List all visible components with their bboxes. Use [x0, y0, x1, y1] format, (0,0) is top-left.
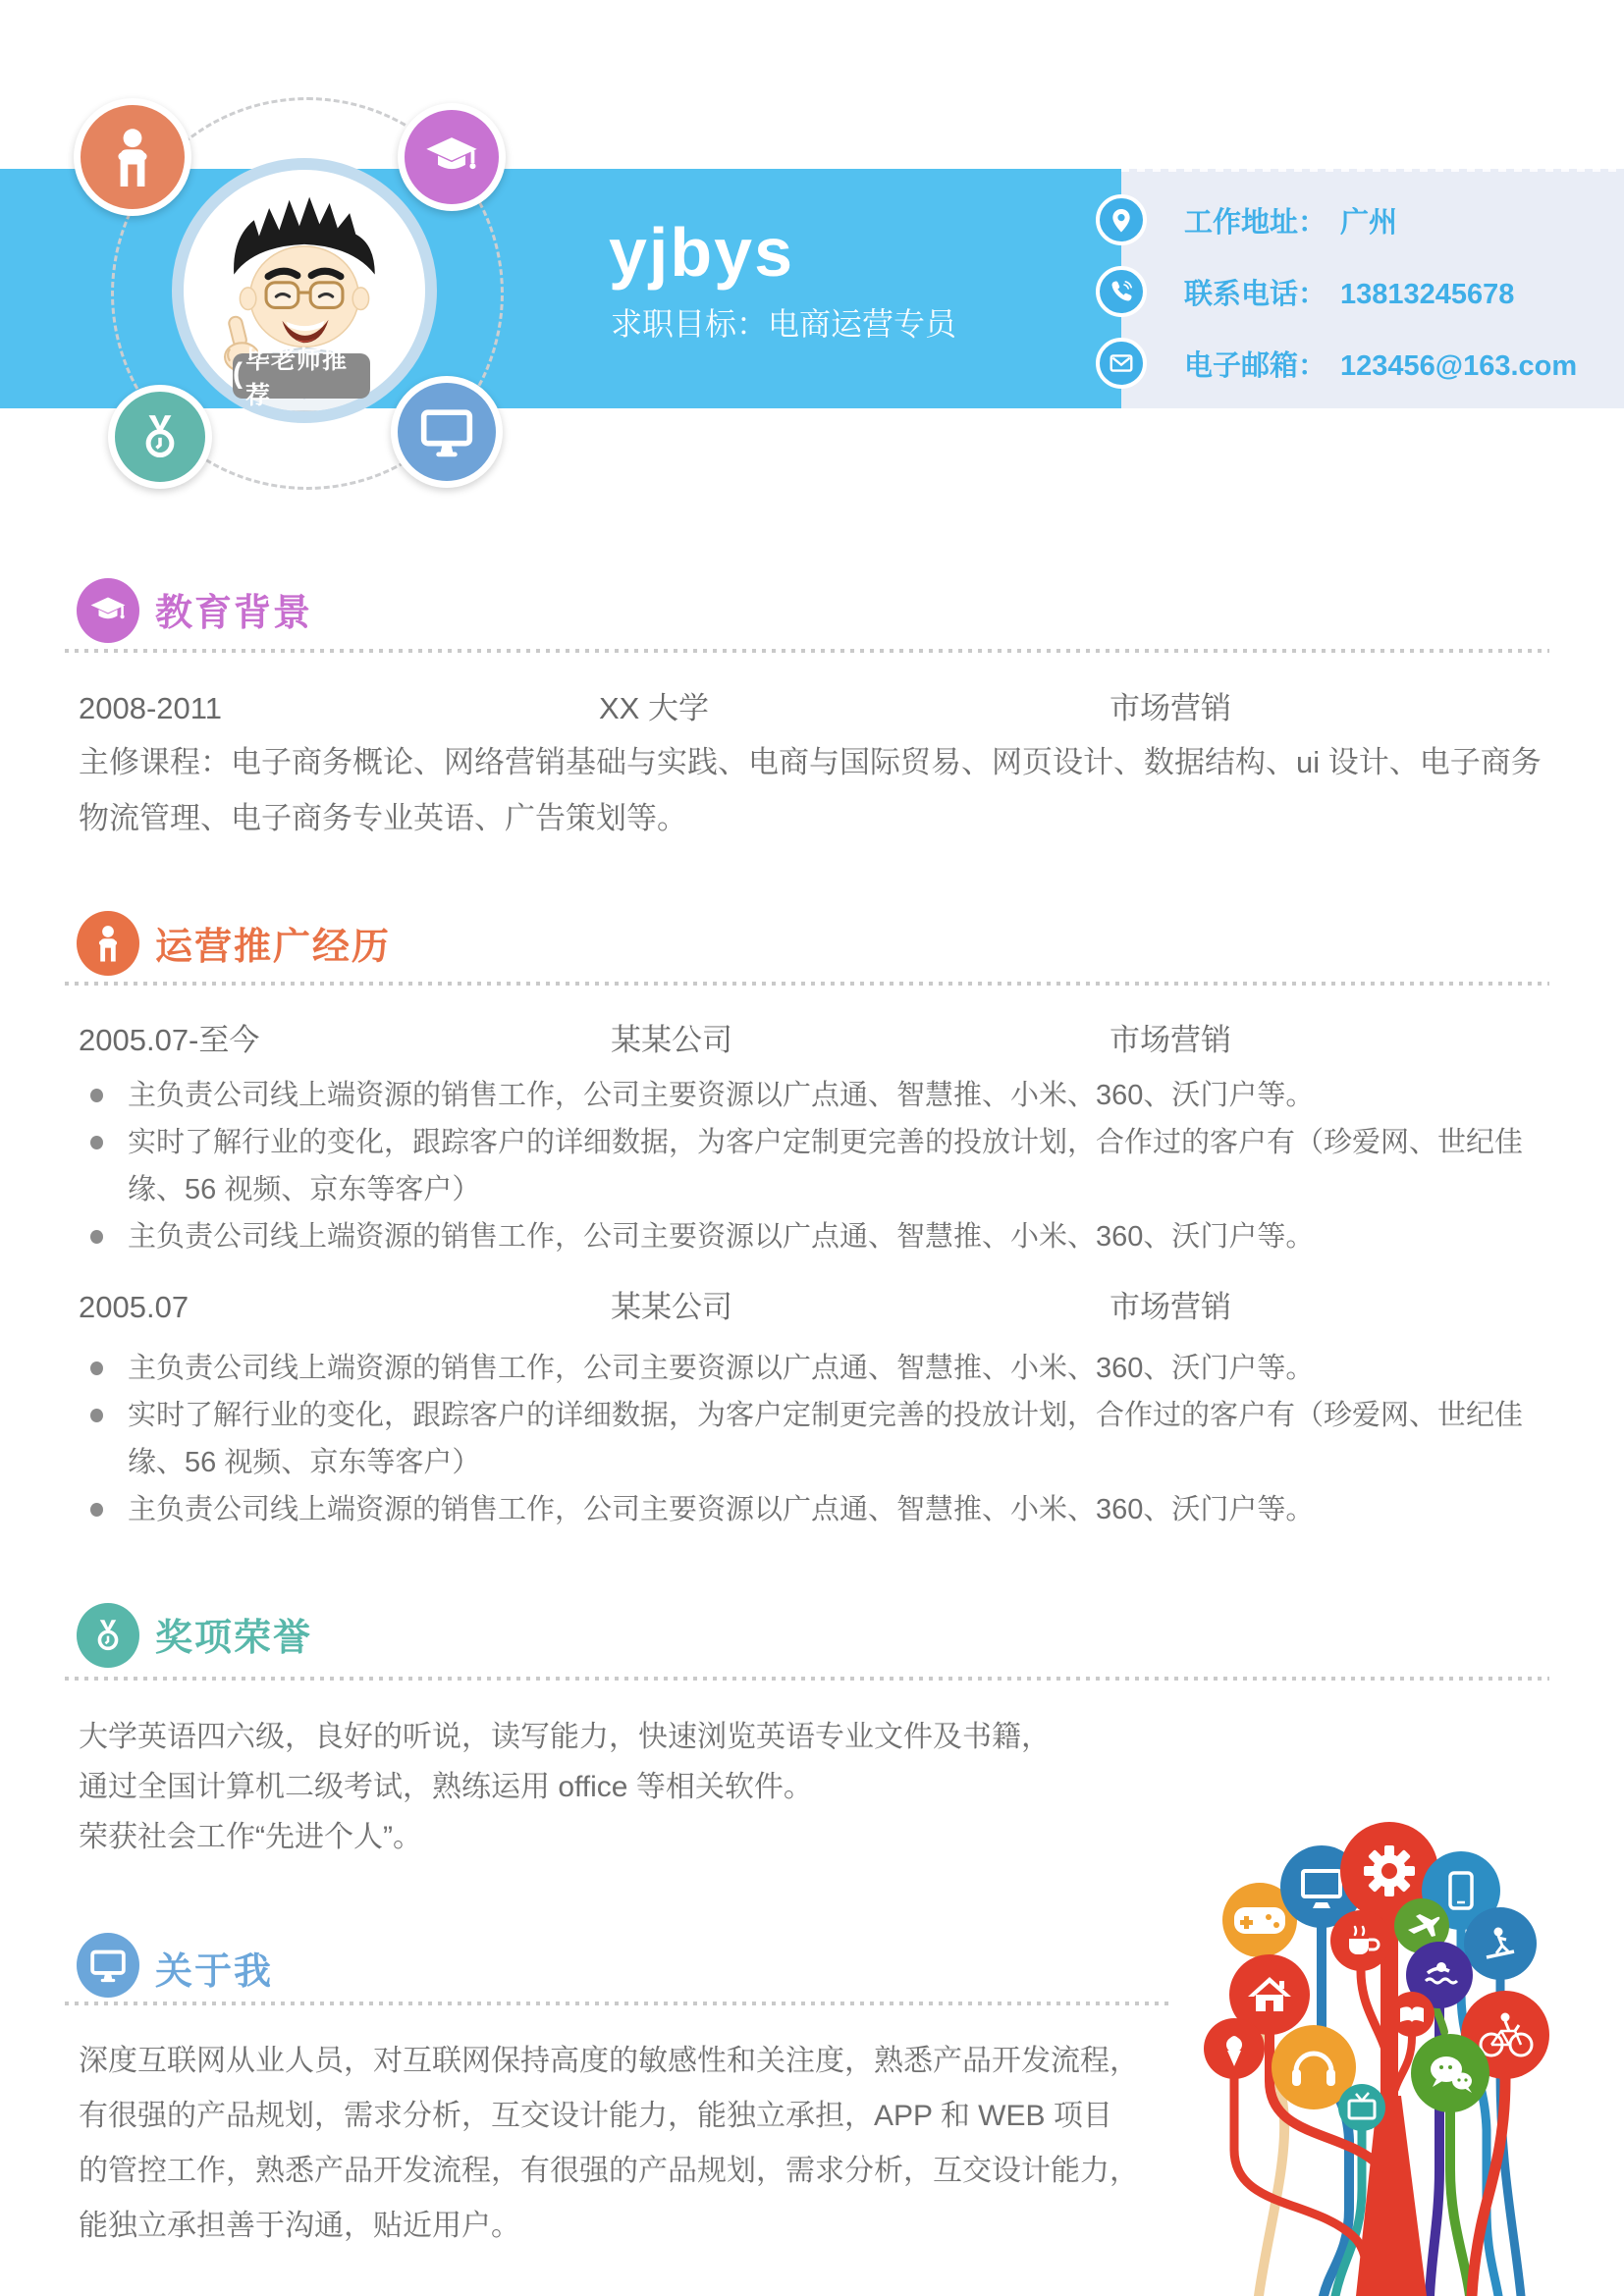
list-item — [90, 1213, 1542, 1260]
experience-1-role: 市场营销 — [1110, 1023, 1231, 1057]
bullet-text: 实时了解行业的变化，跟踪客户的详细数据，为客户定制更完善的投放计划，合作过的客户有（珍爱网、世纪佳缘、56 视频、京东等客户） — [128, 1127, 1524, 1205]
education-school: XX 大学 — [599, 691, 709, 725]
job-objective: 求职目标：电商运营专员 — [611, 306, 957, 342]
bullet-dot — [90, 1136, 103, 1149]
experience-section-icon — [77, 911, 139, 976]
bullet-text: 主负责公司线上端资源的销售工作，公司主要资源以广点通、智慧推、小米、360、沃门户等。 — [128, 1353, 1315, 1384]
email-icon — [1096, 338, 1147, 389]
icon-tree-graphic — [1119, 1747, 1624, 2296]
education-section-icon — [77, 578, 139, 643]
ribbon-paren: ( — [233, 357, 244, 390]
monitor-icon — [89, 1947, 127, 1984]
tv-icon — [1338, 2084, 1385, 2131]
candidate-name: yjbys — [609, 214, 794, 291]
medal-icon — [135, 412, 185, 461]
treadmill-icon — [1464, 1907, 1537, 1980]
award-line: 荣获社会工作“先进个人”。 — [79, 1821, 422, 1853]
ribbon-label: 毕老师推荐 — [245, 347, 349, 409]
bullet-text: 主负责公司线上端资源的销售工作，公司主要资源以广点通、智慧推、小米、360、沃门户等。 — [128, 1080, 1315, 1111]
contact-phone-label: 联系电话： — [1184, 278, 1327, 310]
awards-divider — [65, 1677, 1549, 1681]
coffee-icon — [1330, 1910, 1391, 1971]
contact-phone-value: 13813245678 — [1340, 278, 1515, 310]
experience-1-company: 某某公司 — [611, 1023, 732, 1057]
award-line: 大学英语四六级，良好的听说，读写能力，快速浏览英语专业文件及书籍， — [79, 1721, 1051, 1753]
graduation-cap-icon — [89, 592, 127, 629]
list-item — [90, 1345, 1542, 1392]
bullet-dot — [90, 1230, 103, 1244]
experience-1-period: 2005.07-至今 — [79, 1023, 260, 1057]
bullet-dot — [90, 1089, 103, 1102]
contact-email — [1184, 344, 1577, 384]
experience-2-role: 市场营销 — [1110, 1290, 1231, 1324]
contact-row-phone — [1096, 266, 1514, 317]
wechat-icon — [1411, 2034, 1489, 2112]
about-section-title: 关于我 — [155, 1951, 274, 1993]
contact-address-value: 广州 — [1340, 206, 1398, 239]
bullet-dot — [90, 1362, 103, 1375]
experience-section-title: 运营推广经历 — [155, 927, 392, 968]
bullet-dot — [90, 1409, 103, 1422]
contact-row-address — [1096, 194, 1397, 245]
recommendation-ribbon — [233, 347, 370, 409]
ice-cream-icon — [1204, 2018, 1265, 2079]
monitor-icon — [419, 404, 474, 459]
book-icon — [1389, 1992, 1435, 2037]
education-period: 2008-2011 — [79, 691, 222, 725]
contact-row-email — [1096, 338, 1577, 389]
about-section-icon — [77, 1933, 139, 1998]
phone-icon — [1096, 266, 1147, 317]
bullet-dot — [90, 1503, 103, 1517]
medal-icon — [90, 1618, 126, 1653]
list-item — [90, 1072, 1542, 1119]
contact-email-label: 电子邮箱： — [1184, 349, 1327, 382]
awards-section-title: 奖项荣誉 — [155, 1618, 313, 1659]
person-icon — [92, 925, 124, 962]
contact-address-label: 工作地址： — [1184, 206, 1327, 239]
about-divider — [65, 2002, 1174, 2005]
contact-email-value: 123456@163.com — [1340, 349, 1578, 382]
contact-address — [1184, 200, 1397, 240]
bullet-text: 实时了解行业的变化，跟踪客户的详细数据，为客户定制更完善的投放计划，合作过的客户有（珍爱网、世纪佳缘、56 视频、京东等客户） — [128, 1400, 1524, 1478]
experience-2-company: 某某公司 — [611, 1290, 732, 1324]
bullet-text: 主负责公司线上端资源的销售工作，公司主要资源以广点通、智慧推、小米、360、沃门户等。 — [128, 1221, 1315, 1253]
person-icon — [107, 128, 158, 187]
bullet-text: 主负责公司线上端资源的销售工作，公司主要资源以广点通、智慧推、小米、360、沃门户等。 — [128, 1494, 1315, 1525]
location-pin-icon — [1096, 194, 1147, 245]
award-badge — [108, 385, 212, 489]
education-divider — [65, 649, 1549, 653]
experience-divider — [65, 982, 1549, 986]
list-item — [90, 1119, 1542, 1213]
education-section-title: 教育背景 — [155, 593, 313, 634]
person-badge — [74, 98, 191, 216]
graduation-cap-icon — [424, 130, 479, 185]
monitor-badge — [391, 376, 503, 488]
award-line: 通过全国计算机二级考试，熟练运用 office 等相关软件。 — [79, 1771, 813, 1803]
awards-section-icon — [77, 1603, 139, 1668]
list-item — [90, 1392, 1542, 1486]
list-item — [90, 1486, 1542, 1533]
experience-2-period: 2005.07 — [79, 1290, 189, 1324]
about-text: 深度互联网从业人员，对互联网保持高度的敏感性和关注度，熟悉产品开发流程，有很强的产品规划，需求分析，互交设计能力，能独立承担，APP 和 WEB 项目的管控工作，熟悉产品开发流程，有很强的产品规划，需求分析，互交设计能力，能独立承担善于沟通，贴近用户。 — [79, 2045, 1139, 2242]
education-badge — [398, 103, 506, 211]
education-major: 市场营销 — [1110, 691, 1231, 725]
contact-phone — [1184, 272, 1514, 312]
education-courses: 主修课程：电子商务概论、网络营销基础与实践、电商与国际贸易、网页设计、数据结构、ui 设计、电子商务物流管理、电子商务专业英语、广告策划等。 — [79, 745, 1542, 835]
